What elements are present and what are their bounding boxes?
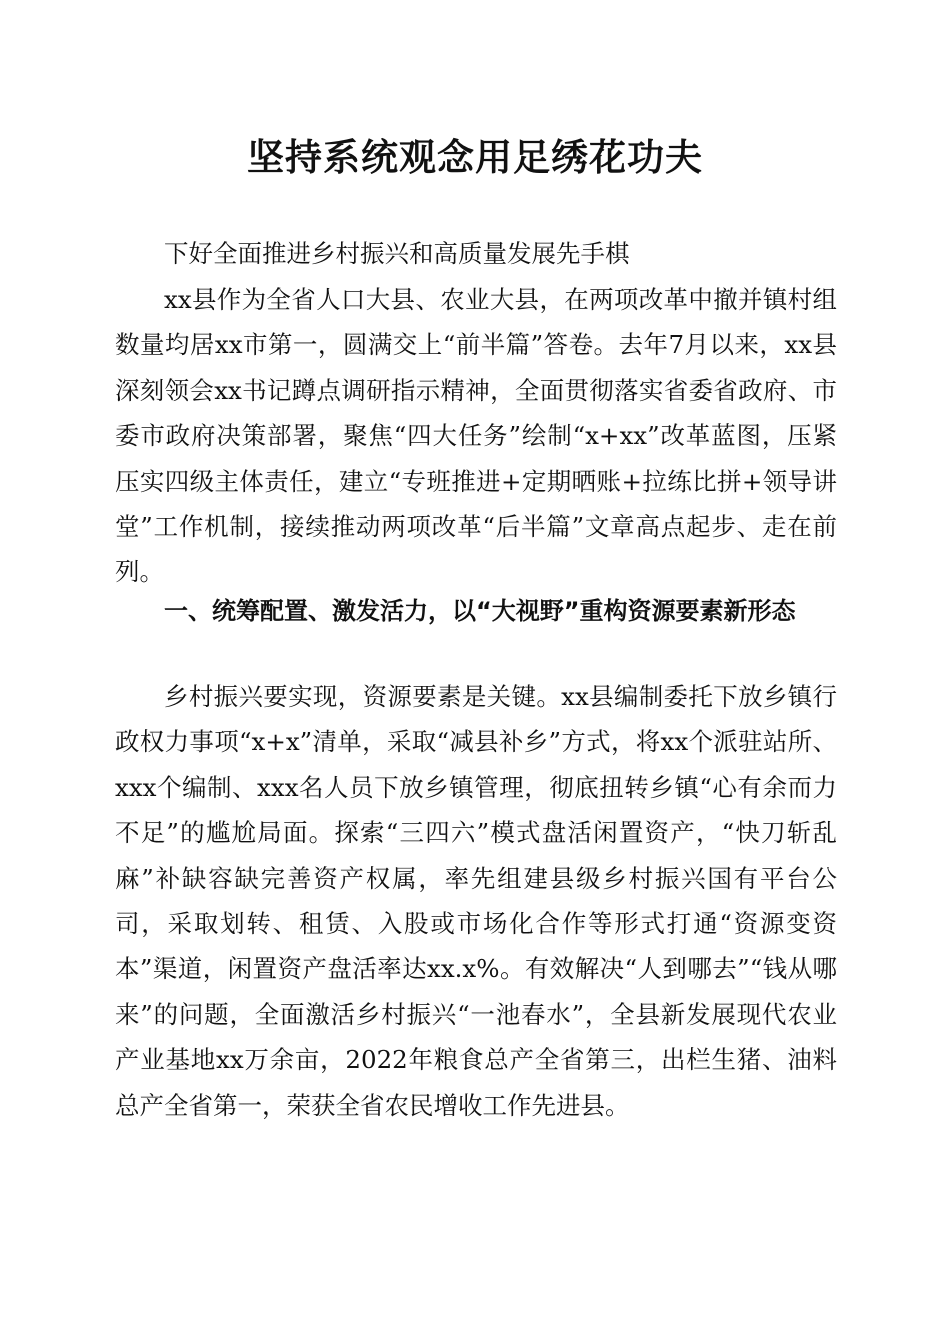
- document-subtitle: 下好全面推进乡村振兴和高质量发展先手棋: [164, 239, 630, 268]
- section-heading-1: 一、统筹配置、激发活力，以“大视野”重构资源要素新形态: [164, 597, 796, 625]
- body-paragraph-2: 乡村振兴要实现，资源要素是关键。xx县编制委托下放乡镇行政权力事项“x+x”清单，采取“减县补乡”方式，将xx个派驻站所、xxx个编制、xxx名人员下放乡镇管理，彻底扭转乡镇“心有余而力不足”的尴尬局面。探索“三四六”模式盘活闲置资产，“快刀斩乱麻”补缺容缺完善资产权属，率先组建县级乡村振兴国有平台公司，采取划转、租赁、入股或市场化合作等形式打通“资源变资本”渠道，闲置资产盘活率达xx.x%。有效解决“人到哪去”“钱从哪来”的问题，全面激活乡村振兴“一池春水”，全县新发展现代农业产业基地xx万余亩，2022年粮食总产全省第三，出栏生猪、油料总产全省第一，荣获全省农民增收工作先进县。: [115, 682, 837, 1120]
- document-title: 坚持系统观念用足绣花功夫: [247, 136, 703, 179]
- body-paragraph-1: xx县作为全省人口大县、农业大县，在两项改革中撤并镇村组数量均居xx市第一，圆满交上“前半篇”答卷。去年7月以来，xx县深刻领会xx书记蹲点调研指示精神，全面贯彻落实省委省政府、市委市政府决策部署，聚焦“四大任务”绘制“x+xx”改革蓝图，压紧压实四级主体责任，建立“专班推进+定期晒账+拉练比拼+领导讲堂”工作机制，接续推动两项改革“后半篇”文章高点起步、走在前列。: [115, 285, 837, 587]
